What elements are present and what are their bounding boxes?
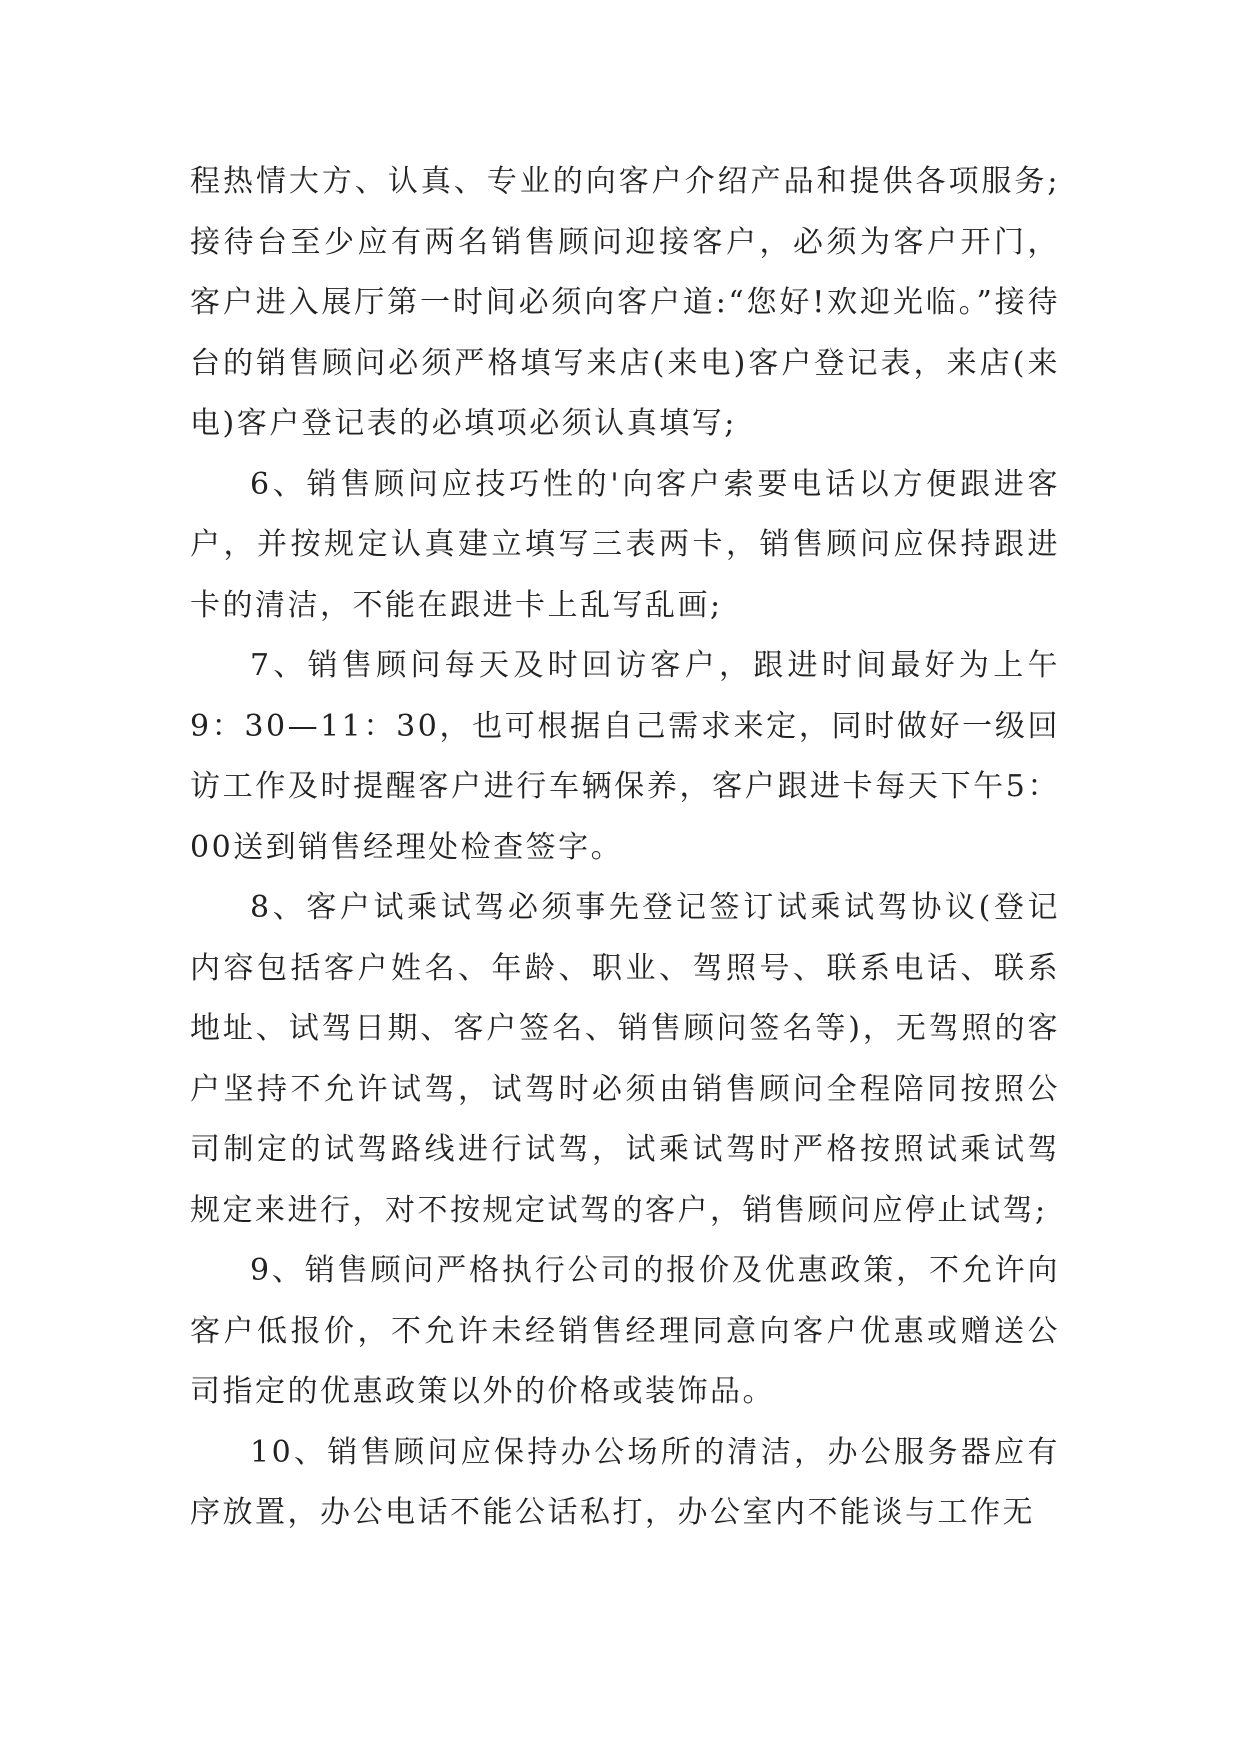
paragraph-item-8: 8、客户试乘试驾必须事先登记签订试乘试驾协议(登记内容包括客户姓名、年龄、职业、驾照号、联系电话、联系地址、试驾日期、客户签名、销售顾问签名等)，无驾照的客户坚持不允许试驾，试驾时必须由销售顾问全程陪同按照公司制定的试驾路线进行试驾，试乘试驾时严格按照试乘试驾规定来进行，对不按规定试驾的客户，销售顾问应停止试驾; (190, 890, 1060, 1228)
paragraph-item-10: 10、销售顾问应保持办公场所的清洁，办公服务器应有序放置，办公电话不能公话私打，办公室内不能谈与工作无 (190, 1434, 1060, 1530)
paragraph-item-9: 9、销售顾问严格执行公司的报价及优惠政策，不允许向客户低报价，不允许未经销售经理同意向客户优惠或赠送公司指定的优惠政策以外的价格或装饰品。 (190, 1253, 1060, 1409)
paragraph-continuation: 程热情大方、认真、专业的向客户介绍产品和提供各项服务;接待台至少应有两名销售顾问迎接客户，必须为客户开门，客户进入展厅第一时间必须向客户道:“您好!欢迎光临。”接待台的销售顾问必须严格填写来店(来电)客户登记表，来店(来电)客户登记表的必填项必须认真填写; (190, 164, 1060, 441)
paragraph-item-7: 7、销售顾问每天及时回访客户，跟进时间最好为上午9：30—11：30，也可根据自己需求来定，同时做好一级回访工作及时提醒客户进行车辆保养，客户跟进卡每天下午5：00送到销售经理处检查签字。 (190, 648, 1060, 865)
document-body (190, 152, 1060, 1544)
paragraph-item-6: 6、销售顾问应技巧性的'向客户索要电话以方便跟进客户，并按规定认真建立填写三表两卡，销售顾问应保持跟进卡的清洁，不能在跟进卡上乱写乱画; (190, 466, 1060, 623)
